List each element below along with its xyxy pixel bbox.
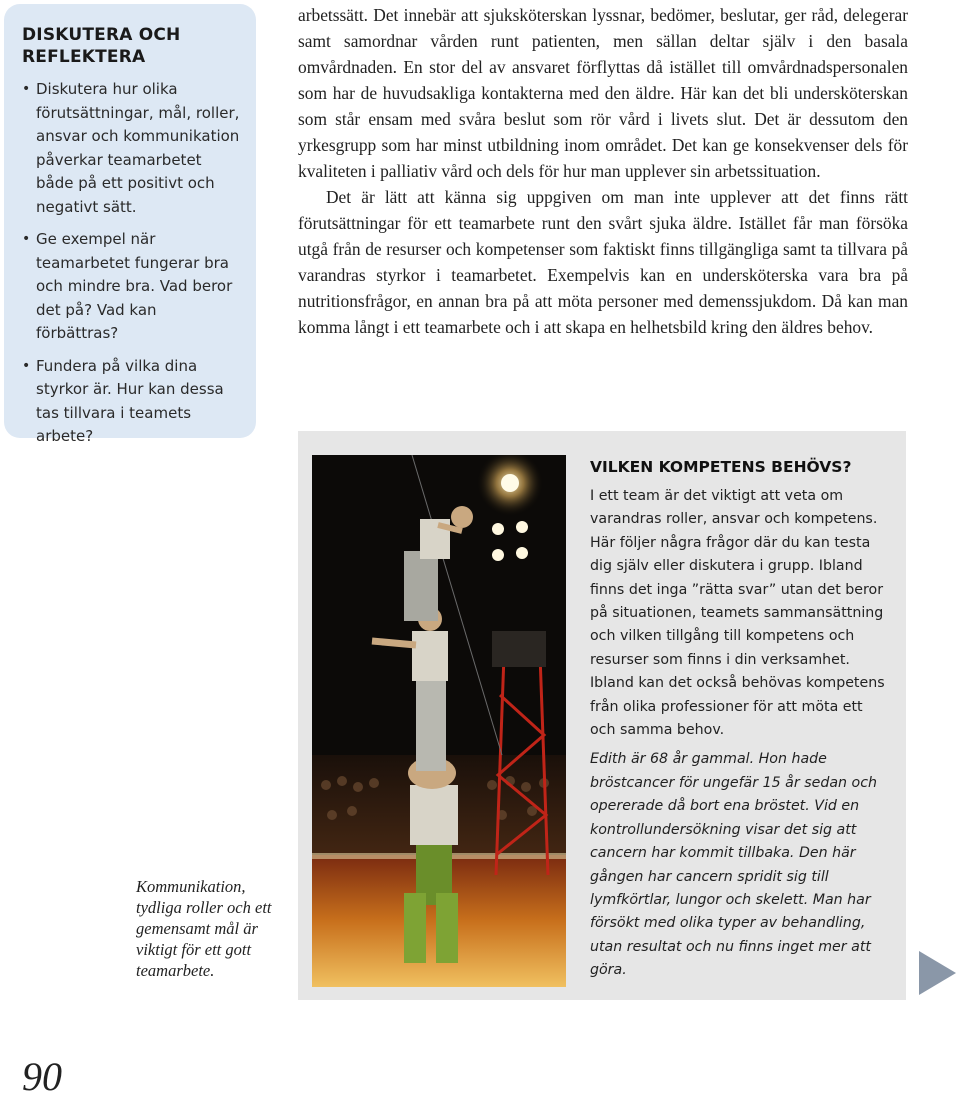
acrobats-illustration [312,455,566,987]
acrobats-photo [312,455,566,987]
box-title: VILKEN KOMPETENS BEHÖVS? [590,458,852,476]
competence-text [590,457,890,983]
box-intro: I ett team är det viktigt att veta om varandras roller, ansvar och kompetens. Här följer några frågor där du kan testa dig själv eller diskutera i grupp. Ibland finns det inga ”rätta svar” utan det beror på situationen, teamets sammansättning och vilken tillgång till kompetens och resurser som finns i din verksamhet. Ibland kan det också behövas kompetens från olika professioner för att möta ett och samma behov. [590,488,885,739]
page-number: 90 [22,1054,62,1099]
discussion-item: • Fundera på vilka dina styrkor är. Hur kan dessa tas tillvara i teamets arbete? [22,355,242,449]
main-text [298,2,908,340]
case-description: Edith är 68 år gammal. Hon hade bröstcancer för ungefär 15 år sedan och opererade då bort ena bröstet. Vid en kontrollundersökning visar det sig att cancern har kommit tillbaka. Den här gången har cancern spridit sig till lymfkörtlar, lungor och skelett. Man har försökt med olika typer av behandling, utan resultat och nu finns inget mer att göra. [590,751,877,979]
play-triangle-icon[interactable] [919,951,956,995]
body-paragraph: Det är lätt att känna sig uppgiven om man inte upplever att det finns rätt förutsättningar för ett teamarbete runt den svårt sjuka äldre. Istället får man försöka utgå från de resurser och kompetenser som faktiskt finns tillgängliga samt ta tillvara på varandras styrkor i teamarbetet. Exempelvis kan en undersköterska vara bra på nutritionsfrågor, en annan bra på att möta personer med demenssjukdom. Då kan man komma långt i ett teamarbete och i att skapa en helhetsbild kring den äldres behov. [298,187,908,337]
discussion-item: • Ge exempel när teamarbetet fungerar bra och mindre bra. Vad beror det på? Vad kan förbättras? [22,228,242,346]
discussion-sidebar [4,4,256,445]
sidebar-title: DISKUTERA OCH REFLEKTERA [22,25,181,67]
body-paragraph: arbetssätt. Det innebär att sjuksköterskan lyssnar, bedömer, beslutar, ger råd, delegerar samt samordnar vården runt patienten, men sällan deltar själv i den basala omvårdnaden. En stor del av ansvaret förflyttas då istället till omvårdnadspersonalen som har de huvudsakliga kontakterna med den äldre. Här kan det bli undersköterskan som står ensam med svåra beslut som rör vård i livets slut. Det är dessutom den yrkesgrupp som har minst utbildning inom området. Det kan ge konsekvenser dels för kvaliteten i palliativ vård och dels för hur man upplever sin arbetssituation. [298,5,908,181]
discussion-item: • Diskutera hur olika förutsättningar, mål, roller, ansvar och kommunikation påverkar teamarbetet både på ett positivt och negativt sätt. [22,78,242,219]
photo-caption: Kommunikation, tydliga roller och ett gemensamt mål är viktigt för ett gott teamarbete. [136,877,272,980]
discussion-list [22,78,242,449]
competence-box [298,431,906,1000]
